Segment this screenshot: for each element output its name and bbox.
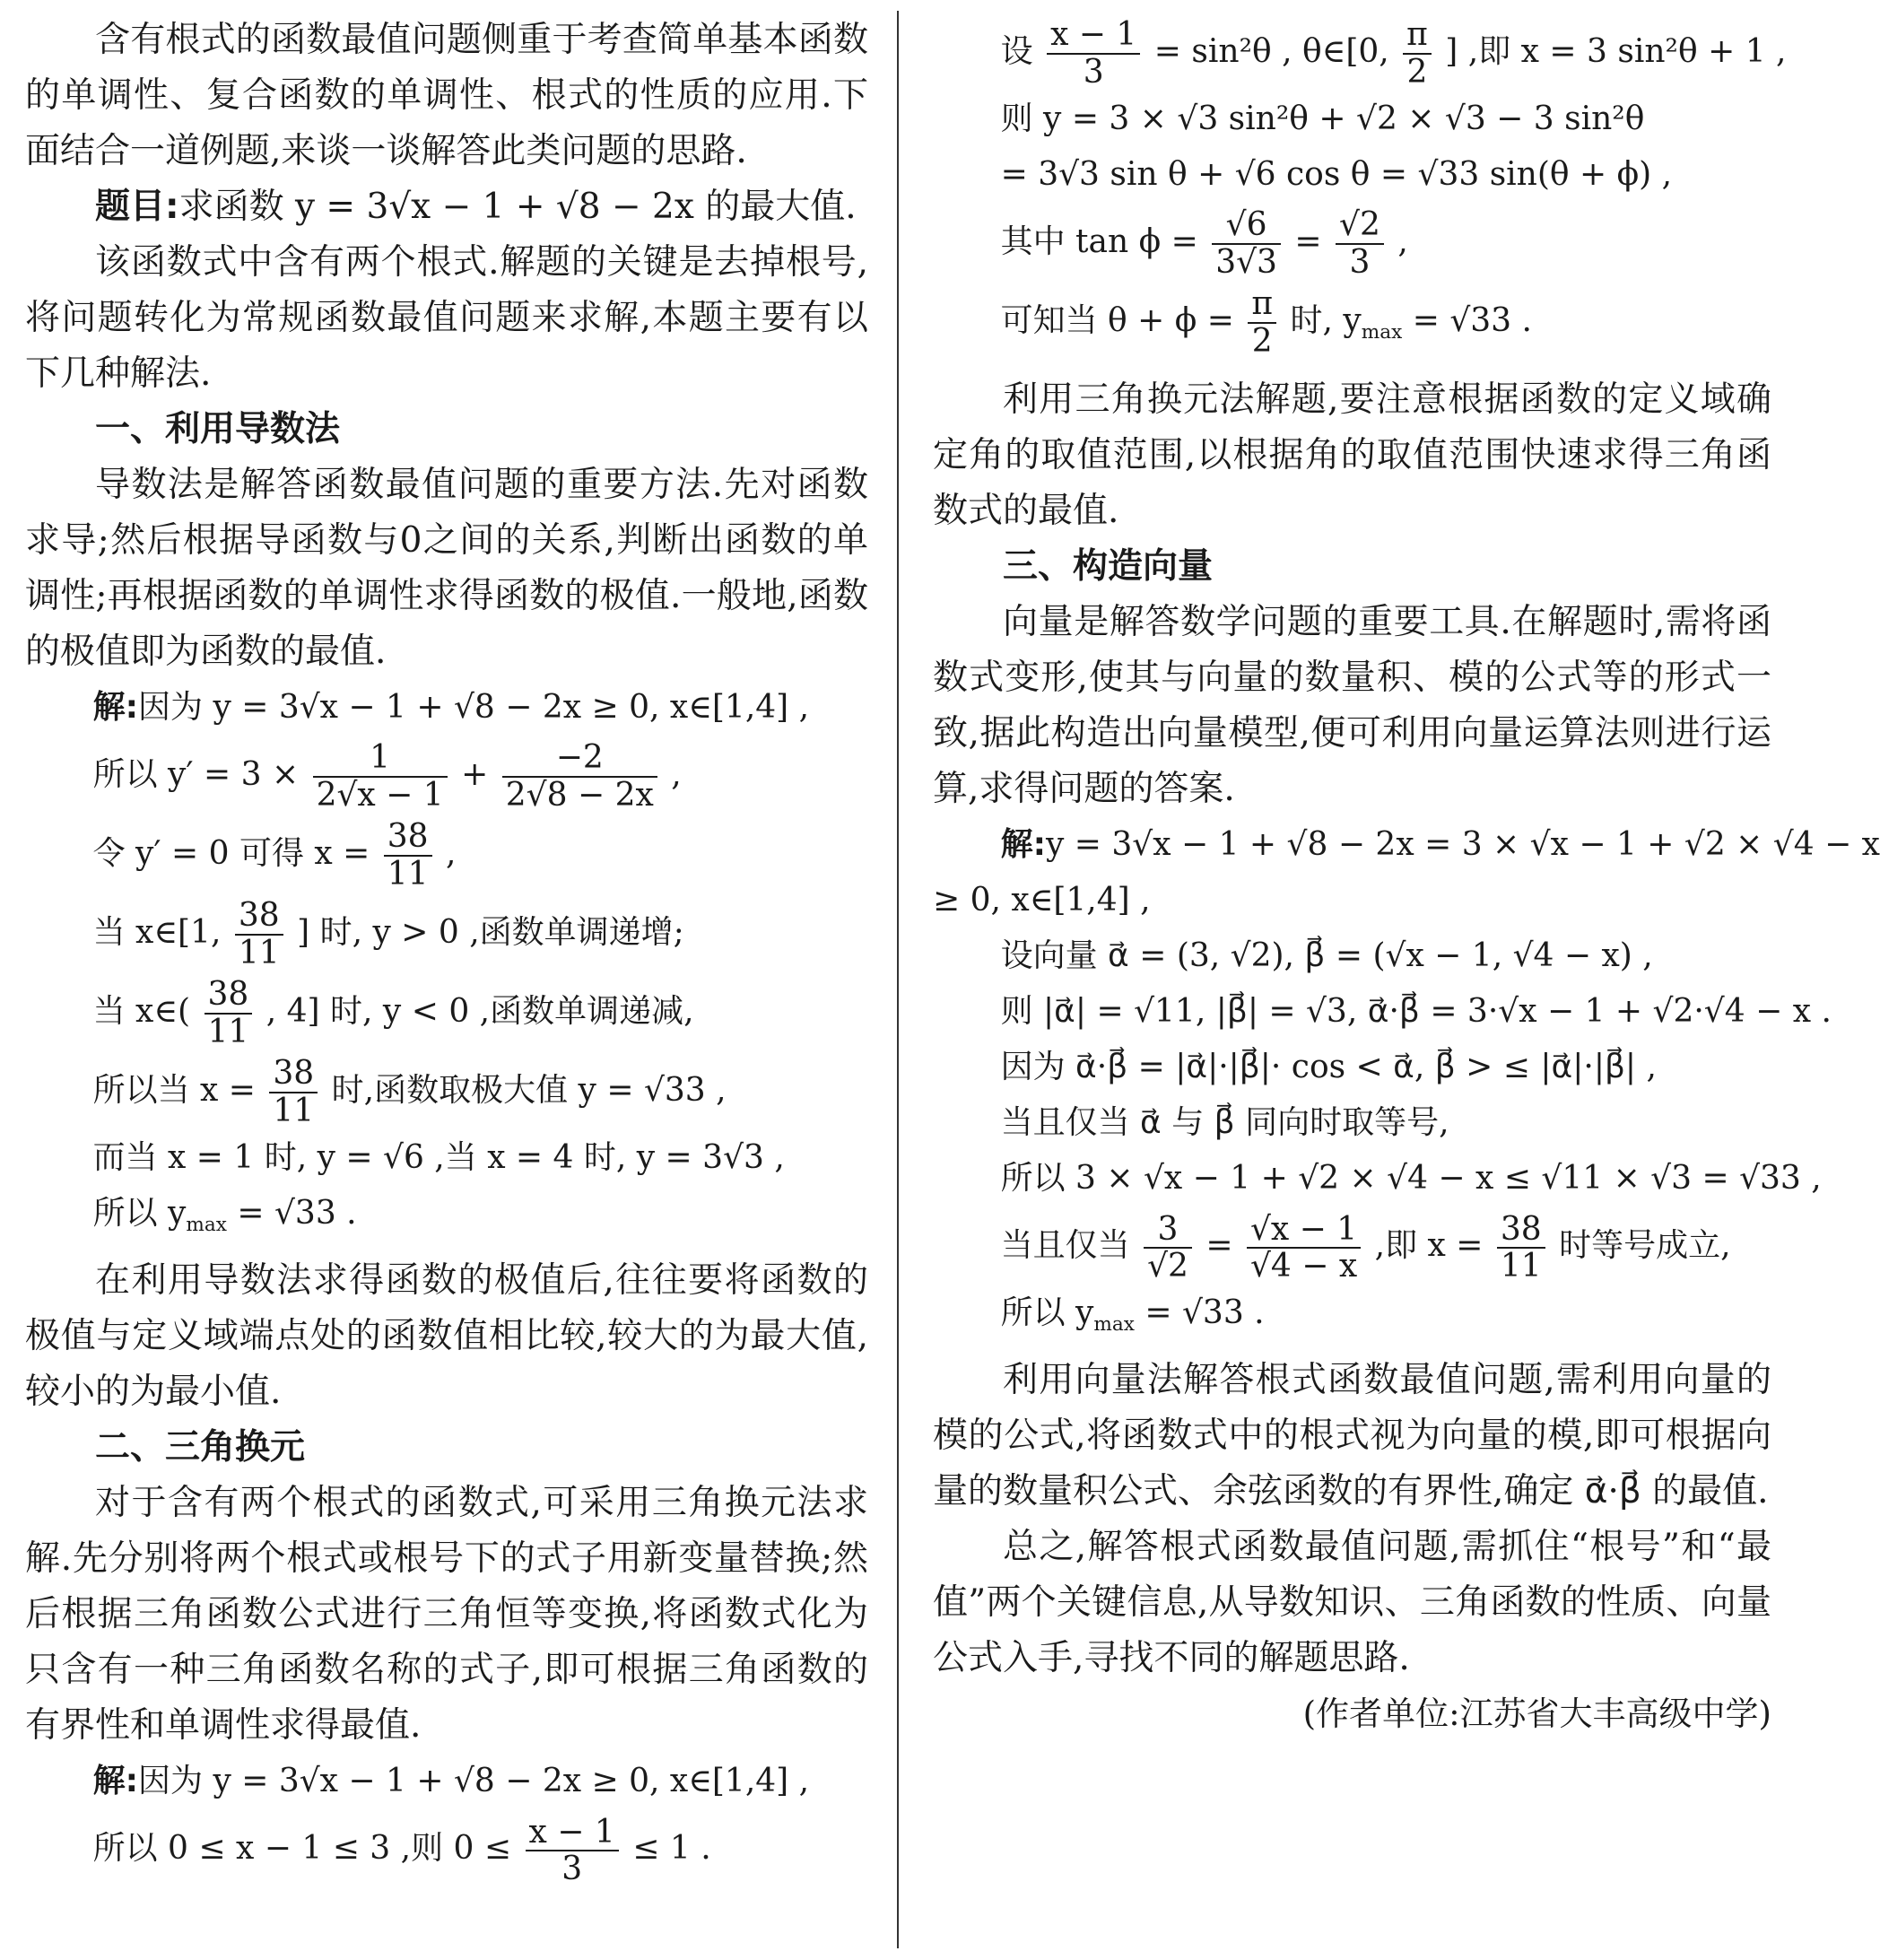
solution1-line2 <box>25 736 868 814</box>
method2-summary: 利用三角换元法解题,要注意根据函数的定义域确定角的取值范围,以根据角的取值范围快速求得三角函数式的最值. <box>933 379 1771 532</box>
denominator: 2 <box>1406 54 1428 91</box>
equals-sign: = <box>1294 223 1322 260</box>
solution1-line6 <box>25 1051 868 1130</box>
numerator: √x − 1 <box>1247 1212 1361 1250</box>
denominator: 3 <box>1349 244 1371 281</box>
numerator: √2 <box>1336 207 1384 245</box>
equation-text: 因为 y = 3√x − 1 + √8 − 2x ≥ 0, x∈[1,4] , <box>138 1763 810 1800</box>
numerator: π <box>1403 17 1432 55</box>
denominator: 11 <box>207 1014 249 1050</box>
fraction <box>1144 1212 1192 1285</box>
fraction <box>269 1056 318 1128</box>
fraction <box>235 898 283 971</box>
solution1-line7: 而当 x = 1 时, y = √6 ,当 x = 4 时, y = 3√3 , <box>92 1139 785 1176</box>
solution2-line1 <box>25 1754 868 1809</box>
vector-line5: 当且仅当 α⃗ 与 β⃗ 同向时取等号, <box>1000 1104 1449 1142</box>
numerator: −2 <box>502 740 657 778</box>
problem-statement <box>25 179 868 235</box>
intro-paragraph: 含有根式的函数最值问题侧重于考查简单基本函数的单调性、复合函数的单调性、根式的性质的应用.下面结合一道例题,来谈一谈解答此类问题的思路. <box>25 20 868 171</box>
fraction <box>1403 17 1432 90</box>
equation-text: 可知当 θ + ϕ = <box>1000 302 1234 339</box>
equation-text: 时,函数取极大值 y = √33 , <box>331 1072 727 1109</box>
solution1-line5 <box>25 972 868 1051</box>
numerator: 38 <box>384 819 432 857</box>
equation-text: 其中 tan ϕ = <box>1000 223 1198 260</box>
vector-line3: 则 |α⃗| = √11, |β⃗| = √3, α⃗·β⃗ = 3·√x − 1 + √2·√4 − x . <box>1000 993 1832 1031</box>
numerator: x − 1 <box>526 1815 619 1852</box>
fraction <box>502 740 657 813</box>
fraction <box>1248 286 1276 359</box>
fraction <box>1047 17 1140 90</box>
punctuation: , <box>671 756 682 793</box>
denominator: 11 <box>273 1093 315 1129</box>
solution-label: 解: <box>92 689 138 726</box>
equation-text: 设 <box>1000 33 1033 70</box>
solution1-line4 <box>25 893 868 972</box>
equation-text: ] 时, y > 0 ,函数单调递增; <box>297 914 684 951</box>
trig-line2: 则 y = 3 × √3 sin²θ + √2 × √3 − 3 sin²θ <box>1000 100 1645 137</box>
solution1-line1 <box>25 680 868 736</box>
equation-text: ≤ 1 . <box>632 1830 711 1868</box>
fraction <box>384 819 432 892</box>
numerator: 3 <box>1144 1212 1192 1250</box>
section-heading-derivative: 一、利用导数法 <box>95 409 341 449</box>
fraction <box>313 740 448 813</box>
equation-text: ] ,即 x = 3 sin²θ + 1 , <box>1445 33 1787 70</box>
conclusion-paragraph: 总之,解答根式函数最值问题,需抓住“根号”和“最值”两个关键信息,从导数知识、三角函数的性质、向量公式入手,寻找不同的解题思路. <box>933 1527 1771 1679</box>
section-heading-vector: 三、构造向量 <box>1003 546 1214 588</box>
vector-line6: 所以 3 × √x − 1 + √2 × √4 − x ≤ √11 × √3 = √33 , <box>1000 1160 1822 1198</box>
denominator: 3 <box>561 1851 583 1888</box>
equation-text: 令 y′ = 0 可得 x = <box>92 835 370 872</box>
trig-line4 <box>933 203 1771 282</box>
equation-text: 当且仅当 <box>1000 1227 1130 1265</box>
numerator: √6 <box>1212 207 1281 245</box>
numerator: x − 1 <box>1047 17 1140 55</box>
vector-line2: 设向量 α⃗ = (3, √2), β⃗ = (√x − 1, √4 − x) , <box>1000 937 1653 975</box>
method3-summary: 利用向量法解答根式函数最值问题,需利用向量的模的公式,将函数式中的根式视为向量的模,即可根据向量的数量积公式、余弦函数的有界性,确定 α⃗·β⃗ 的最值. <box>933 1360 1771 1512</box>
solution1-line8 <box>25 1186 868 1253</box>
fraction <box>1247 1212 1361 1285</box>
numerator: 38 <box>1497 1212 1545 1250</box>
equation-text: 所以当 x = <box>92 1072 256 1109</box>
equation-text: 因为 y = 3√x − 1 + √8 − 2x ≥ 0, x∈[1,4] , <box>138 689 810 726</box>
method1-summary: 在利用导数法求得函数的极值后,往往要将函数的极值与定义域端点处的函数值相比较,较大的为最大值,较小的为最小值. <box>25 1260 868 1413</box>
fraction <box>526 1815 619 1887</box>
equation-text: 所以 0 ≤ x − 1 ≤ 3 ,则 0 ≤ <box>92 1830 512 1868</box>
denominator: 2√x − 1 <box>316 777 444 814</box>
numerator: 38 <box>235 898 283 936</box>
analysis-paragraph: 该函数式中含有两个根式.解题的关键是去掉根号,将问题转化为常规函数最值问题来求解,本题主要有以下几种解法. <box>25 242 868 394</box>
vector-line7 <box>933 1206 1771 1285</box>
fraction <box>1336 207 1384 280</box>
equation-text: 时等号成立, <box>1559 1227 1731 1265</box>
vector-line8 <box>933 1285 1771 1353</box>
equation-text: 所以 y′ = 3 × <box>92 756 300 793</box>
author-affiliation: (作者单位:江苏省大丰高级中学) <box>1302 1694 1771 1734</box>
subscript: max <box>186 1214 227 1237</box>
trig-line3: = 3√3 sin θ + √6 cos θ = √33 sin(θ + ϕ) , <box>1000 156 1673 193</box>
solution-label: 解: <box>92 1763 138 1800</box>
section-heading-trig: 二、三角换元 <box>95 1427 306 1468</box>
denominator: 11 <box>387 856 429 893</box>
subscript: max <box>1093 1313 1135 1337</box>
equation-text: 所以 y <box>92 1195 187 1232</box>
trig-line5 <box>933 282 1771 372</box>
equals-sign: = <box>1205 1227 1233 1265</box>
numerator: 38 <box>205 977 253 1015</box>
equation-text: = √33 . <box>226 1195 357 1232</box>
method2-paragraph: 对于含有两个根式的函数式,可采用三角换元法求解.先分别将两个根式或根号下的式子用新变量替换;然后根据三角函数公式进行三角恒等变换,将函数式化为只含有一种三角函数名称的式子,即可根据三角函数的有界性和单调性求得最值. <box>25 1483 868 1747</box>
vector-line1 <box>933 817 1880 873</box>
left-column <box>25 13 868 1888</box>
vector-line4: 因为 α⃗·β⃗ = |α⃗|·|β⃗|· cos < α⃗, β⃗ > ≤ |α⃗|·|β⃗| , <box>1000 1049 1657 1086</box>
denominator: √2 <box>1147 1248 1188 1285</box>
equation-text: = sin²θ , θ∈[0, <box>1153 33 1389 70</box>
equation-text: , 4] 时, y < 0 ,函数单调递减, <box>265 993 694 1030</box>
subscript: max <box>1361 321 1403 344</box>
punctuation: , <box>446 835 457 872</box>
fraction <box>205 977 253 1050</box>
denominator: 11 <box>238 935 280 971</box>
numerator: π <box>1248 286 1276 324</box>
denominator: 11 <box>1500 1248 1542 1285</box>
equation-text: ,即 x = <box>1374 1227 1484 1265</box>
solution-label: 解: <box>1000 826 1046 864</box>
punctuation: , <box>1397 223 1408 260</box>
denominator: 2 <box>1251 323 1273 360</box>
equation-text: = √33 . <box>1402 302 1532 339</box>
problem-label: 题目: <box>95 187 179 227</box>
equation-text: = √33 . <box>1134 1294 1265 1332</box>
denominator: 3√3 <box>1215 244 1277 281</box>
equation-text: 所以 y <box>1000 1294 1094 1332</box>
plus-sign: + <box>461 756 489 793</box>
trig-line1 <box>933 13 1787 91</box>
denominator: √4 − x <box>1249 1248 1358 1285</box>
vector-line1b: ≥ 0, x∈[1,4] , <box>933 882 1151 919</box>
equation-text: y = 3√x − 1 + √8 − 2x = 3 × √x − 1 + √2 × √4 − x <box>1046 826 1880 864</box>
fraction <box>1212 207 1281 280</box>
column-divider <box>897 11 899 1948</box>
denominator: 2√8 − 2x <box>505 777 654 814</box>
solution1-line3 <box>25 814 868 893</box>
fraction <box>1497 1212 1545 1285</box>
solution2-line2 <box>25 1809 868 1888</box>
numerator: 1 <box>313 740 448 778</box>
denominator: 3 <box>1083 54 1104 91</box>
right-column <box>933 13 1880 1742</box>
equation-text: 当 x∈[1, <box>92 914 222 951</box>
numerator: 38 <box>269 1056 318 1093</box>
equation-text: 时, y <box>1290 302 1362 339</box>
method1-paragraph: 导数法是解答函数最值问题的重要方法.先对函数求导;然后根据导函数与0之间的关系,判断出函数的单调性;再根据函数的单调性求得函数的极值.一般地,函数的极值即为函数的最值. <box>25 465 868 672</box>
problem-text: 求函数 y = 3√x − 1 + √8 − 2x 的最大值. <box>178 187 857 227</box>
equation-text: 当 x∈( <box>92 993 191 1030</box>
method3-paragraph: 向量是解答数学问题的重要工具.在解题时,需将函数式变形,使其与向量的数量积、模的公式等的形式一致,据此构造出向量模型,便可利用向量运算法则进行运算,求得问题的答案. <box>933 602 1771 810</box>
